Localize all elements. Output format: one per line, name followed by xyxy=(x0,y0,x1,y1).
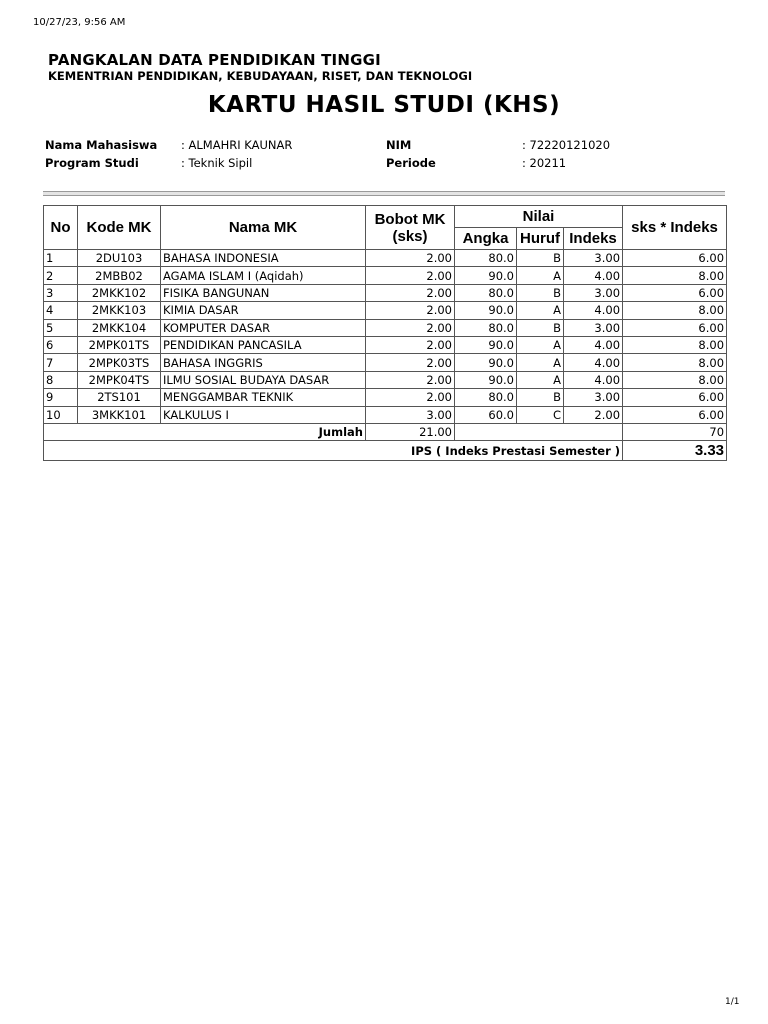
table-row xyxy=(44,302,727,319)
nim-label: NIM xyxy=(386,138,412,152)
student-name-value: : ALMAHRI KAUNAR xyxy=(181,138,293,152)
cell-no: 7 xyxy=(44,354,78,371)
print-date: 10/27/23, 9:56 AM xyxy=(33,17,126,28)
cell-kode: 2TS101 xyxy=(78,389,161,406)
cell-huruf: C xyxy=(517,406,564,423)
cell-huruf: B xyxy=(517,389,564,406)
cell-angka: 90.0 xyxy=(455,371,517,388)
cell-bobot: 2.00 xyxy=(366,250,455,267)
cell-sks-indeks: 6.00 xyxy=(623,389,727,406)
cell-nama: BAHASA INGGRIS xyxy=(161,354,366,371)
cell-huruf: B xyxy=(517,284,564,301)
col-header-kode: Kode MK xyxy=(78,206,161,250)
program-value: : Teknik Sipil xyxy=(181,156,253,170)
cell-no: 2 xyxy=(44,267,78,284)
table-row xyxy=(44,336,727,353)
cell-no: 3 xyxy=(44,284,78,301)
cell-kode: 2MPK04TS xyxy=(78,371,161,388)
cell-sks-indeks: 6.00 xyxy=(623,406,727,423)
page-title: KARTU HASIL STUDI (KHS) xyxy=(207,92,561,118)
cell-huruf: A xyxy=(517,302,564,319)
cell-sks-indeks: 8.00 xyxy=(623,302,727,319)
cell-huruf: A xyxy=(517,371,564,388)
col-header-bobot xyxy=(366,206,455,250)
total-sks-indeks: 70 xyxy=(623,423,727,440)
cell-bobot: 2.00 xyxy=(366,371,455,388)
cell-indeks: 2.00 xyxy=(564,406,623,423)
cell-angka: 80.0 xyxy=(455,284,517,301)
program-label: Program Studi xyxy=(45,156,139,170)
table-row xyxy=(44,267,727,284)
cell-bobot: 2.00 xyxy=(366,267,455,284)
cell-sks-indeks: 6.00 xyxy=(623,284,727,301)
cell-no: 5 xyxy=(44,319,78,336)
cell-indeks: 3.00 xyxy=(564,284,623,301)
cell-huruf: A xyxy=(517,336,564,353)
cell-huruf: B xyxy=(517,319,564,336)
col-header-nama: Nama MK xyxy=(161,206,366,250)
cell-kode: 2MKK103 xyxy=(78,302,161,319)
cell-sks-indeks: 8.00 xyxy=(623,371,727,388)
cell-bobot: 2.00 xyxy=(366,284,455,301)
cell-kode: 2MBB02 xyxy=(78,267,161,284)
table-row xyxy=(44,354,727,371)
period-label: Periode xyxy=(386,156,436,170)
cell-sks-indeks: 8.00 xyxy=(623,336,727,353)
ips-label: IPS ( Indeks Prestasi Semester ) xyxy=(44,441,623,461)
cell-no: 4 xyxy=(44,302,78,319)
col-header-angka: Angka xyxy=(455,228,517,250)
cell-bobot: 2.00 xyxy=(366,389,455,406)
cell-indeks: 4.00 xyxy=(564,371,623,388)
ministry-heading: KEMENTRIAN PENDIDIKAN, KEBUDAYAAN, RISET, DAN TEKNOLOGI xyxy=(48,69,473,83)
col-header-indeks: Indeks xyxy=(564,228,623,250)
cell-angka: 90.0 xyxy=(455,354,517,371)
col-header-sks-indeks: sks * Indeks xyxy=(623,206,727,250)
col-header-huruf: Huruf xyxy=(517,228,564,250)
col-header-nilai: Nilai xyxy=(455,206,623,228)
cell-sks-indeks: 8.00 xyxy=(623,267,727,284)
cell-bobot: 3.00 xyxy=(366,406,455,423)
table-row xyxy=(44,389,727,406)
cell-angka: 80.0 xyxy=(455,389,517,406)
table-row xyxy=(44,284,727,301)
cell-indeks: 4.00 xyxy=(564,302,623,319)
cell-no: 9 xyxy=(44,389,78,406)
cell-nama: MENGGAMBAR TEKNIK xyxy=(161,389,366,406)
cell-sks-indeks: 8.00 xyxy=(623,354,727,371)
institution-heading: PANGKALAN DATA PENDIDIKAN TINGGI xyxy=(48,51,381,69)
col-header-bobot-line2: (sks) xyxy=(392,227,428,245)
table-row xyxy=(44,371,727,388)
total-sks: 21.00 xyxy=(366,423,455,440)
cell-bobot: 2.00 xyxy=(366,302,455,319)
col-header-bobot-line1: Bobot MK xyxy=(374,210,446,228)
cell-no: 8 xyxy=(44,371,78,388)
cell-nama: KOMPUTER DASAR xyxy=(161,319,366,336)
cell-kode: 3MKK101 xyxy=(78,406,161,423)
cell-no: 1 xyxy=(44,250,78,267)
cell-indeks: 4.00 xyxy=(564,336,623,353)
page-number: 1/1 xyxy=(725,997,740,1007)
total-row xyxy=(44,423,727,440)
student-name-label: Nama Mahasiswa xyxy=(45,138,158,152)
cell-nama: BAHASA INDONESIA xyxy=(161,250,366,267)
cell-indeks: 3.00 xyxy=(564,250,623,267)
cell-kode: 2MKK102 xyxy=(78,284,161,301)
cell-angka: 60.0 xyxy=(455,406,517,423)
cell-angka: 90.0 xyxy=(455,302,517,319)
cell-bobot: 2.00 xyxy=(366,354,455,371)
cell-angka: 90.0 xyxy=(455,267,517,284)
cell-nama: KIMIA DASAR xyxy=(161,302,366,319)
cell-no: 6 xyxy=(44,336,78,353)
cell-kode: 2MPK03TS xyxy=(78,354,161,371)
cell-bobot: 2.00 xyxy=(366,319,455,336)
cell-angka: 90.0 xyxy=(455,336,517,353)
nim-value: : 72220121020 xyxy=(522,138,611,152)
total-blank xyxy=(455,423,623,440)
period-value: : 20211 xyxy=(522,156,567,170)
cell-sks-indeks: 6.00 xyxy=(623,250,727,267)
table-row xyxy=(44,319,727,336)
cell-huruf: B xyxy=(517,250,564,267)
cell-no: 10 xyxy=(44,406,78,423)
header-divider xyxy=(43,191,725,196)
cell-huruf: A xyxy=(517,354,564,371)
cell-indeks: 3.00 xyxy=(564,389,623,406)
cell-kode: 2MKK104 xyxy=(78,319,161,336)
cell-nama: ILMU SOSIAL BUDAYA DASAR xyxy=(161,371,366,388)
cell-nama: KALKULUS I xyxy=(161,406,366,423)
cell-angka: 80.0 xyxy=(455,319,517,336)
cell-nama: PENDIDIKAN PANCASILA xyxy=(161,336,366,353)
cell-nama: FISIKA BANGUNAN xyxy=(161,284,366,301)
total-label: Jumlah xyxy=(44,423,366,440)
cell-nama: AGAMA ISLAM I (Aqidah) xyxy=(161,267,366,284)
cell-angka: 80.0 xyxy=(455,250,517,267)
cell-indeks: 4.00 xyxy=(564,267,623,284)
col-header-no: No xyxy=(44,206,78,250)
ips-row xyxy=(44,441,727,461)
grades-table xyxy=(43,205,727,461)
cell-bobot: 2.00 xyxy=(366,336,455,353)
cell-indeks: 3.00 xyxy=(564,319,623,336)
ips-value: 3.33 xyxy=(623,441,727,461)
cell-kode: 2DU103 xyxy=(78,250,161,267)
table-row xyxy=(44,250,727,267)
cell-indeks: 4.00 xyxy=(564,354,623,371)
cell-sks-indeks: 6.00 xyxy=(623,319,727,336)
cell-kode: 2MPK01TS xyxy=(78,336,161,353)
table-row xyxy=(44,406,727,423)
cell-huruf: A xyxy=(517,267,564,284)
